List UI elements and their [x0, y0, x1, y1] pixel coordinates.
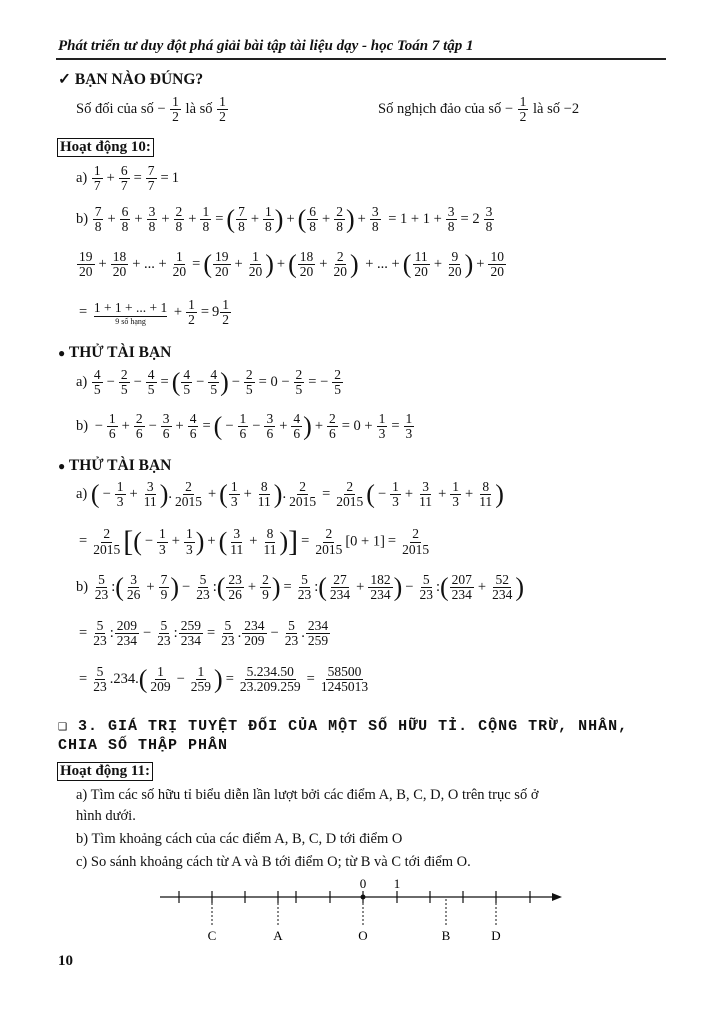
- hd10-b: b) $\frac{7}{8}$ + $\frac{6}{8}$ + $\frac{3}{8}$ + $\frac{2}{8}$ + $\frac{1}{8}$ = ( $\frac{7}{8}$ + $\frac{1}{8}$ ) + ( $\frac{6}{8}$ + $\frac{2}{8}$ ) + $\frac{3}{8}$ = 1 + 1 + $\frac{3}{8}$ = 2 $\frac{3}{8}$: [76, 204, 493, 235]
- hd11-item-a-line2: hình dưới.: [76, 808, 136, 824]
- hd11-item-c: c) So sánh khoảng cách từ A và B tới điểm O; từ B và C tới điểm O.: [76, 854, 471, 870]
- opposite-number-statement: [76, 95, 229, 124]
- lock-icon: ●: [58, 459, 66, 473]
- thu-tai-ban-heading-2: ● THỬ TÀI BẠN: [58, 457, 172, 474]
- ban-nao-dung-heading: [58, 70, 203, 89]
- point-o: O: [358, 928, 368, 943]
- thu-tai-1-a: a) $\frac{4}{5}$ − $\frac{2}{5}$ − $\frac{4}{5}$ = ( $\frac{4}{5}$ − $\frac{4}{5}$ ) − $\frac{2}{5}$ = 0 − $\frac{2}{5}$ = − $\frac{2}{5}$: [76, 367, 342, 398]
- hd11-item-b: b) Tìm khoảng cách của các điểm A, B, C, D tới điểm O: [76, 831, 403, 847]
- point-c: C: [207, 928, 217, 943]
- point-d: D: [491, 928, 501, 943]
- thu-tai-2-a: a) ( − $\frac{1}{3}$ + $\frac{3}{11}$ ). $\frac{2}{2015}$ + ( $\frac{1}{3}$ + $\frac{8}{11}$ ). $\frac{2}{2015}$ = $\frac{2}{2015}$ ( − $\frac{1}{3}$ + $\frac{3}{11}$ + $\frac{1}{3}$ + $\frac{8}{11}$ ): [76, 479, 504, 510]
- hd10-sum-twentieths: $\frac{19}{20}$ + $\frac{18}{20}$ + ... + $\frac{1}{20}$ = ( $\frac{19}{20}$ + $\frac{1}{20}$ ) + ( $\frac{18}{20}$ + $\frac{2}{20}$ ) + ... + ( $\frac{11}{20}$ + $\frac{9}{20}$ ) + $\frac{10}{20}$: [79, 249, 504, 280]
- check-icon: ✓: [58, 71, 71, 88]
- hd11-item-a-line1: a) Tìm các số hữu tỉ biểu diễn lần lượt bởi các điểm A, B, C, D, O trên trục số ở: [76, 787, 539, 803]
- checkbox-icon: ❑: [58, 718, 69, 735]
- thu-tai-2-a-step2: = $\frac{2}{2015}$ [( − $\frac{1}{3}$ + $\frac{1}{3}$ ) + ( $\frac{3}{11}$ + $\frac{8}{11}$ )] = $\frac{2}{2015}$ [0 + 1] = $\frac{2}{2015}$: [79, 525, 430, 558]
- thu-tai-2-b-step3: = $\frac{5}{23}$ .234.( $\frac{1}{209}$ − $\frac{1}{259}$ ) = $\frac{5.234.50}{23.209.259}$ = $\frac{58500}{1245013}$: [79, 664, 369, 695]
- fraction: $\frac{1}{2}$: [219, 94, 226, 125]
- point-a: A: [273, 928, 283, 943]
- reciprocal-statement: [378, 95, 579, 124]
- fraction: $\frac{1}{2}$: [172, 94, 179, 125]
- thu-tai-1-b: b) − $\frac{1}{6}$ + $\frac{2}{6}$ − $\frac{3}{6}$ + $\frac{4}{6}$ = ( − $\frac{1}{6}$ − $\frac{3}{6}$ + $\frac{4}{6}$ ) + $\frac{2}{6}$ = 0 + $\frac{1}{3}$ = $\frac{1}{3}$: [76, 411, 413, 442]
- running-header: Phát triển tư duy đột phá giải bài tập tài liệu dạy - học Toán 7 tập 1: [58, 38, 474, 54]
- lock-icon: ●: [58, 346, 66, 360]
- point-b: B: [441, 928, 451, 943]
- label-one: 1: [393, 876, 401, 891]
- section-3-title-line1: ❑ 3. GIÁ TRỊ TUYỆT ĐỐI CỦA MỘT SỐ HỮU TỈ. CỘNG TRỪ, NHÂN,: [58, 718, 629, 735]
- statement-text: là số: [185, 101, 213, 117]
- page-number: 10: [58, 953, 73, 969]
- axis-arrow: [552, 893, 562, 901]
- hd10-sum-result: = 1 + 1 + ... + 1 9 số hạng + $\frac{1}{2}$ = 9 $\frac{1}{2}$: [79, 297, 230, 328]
- label-zero: 0: [359, 876, 367, 891]
- origin-dot: [361, 895, 366, 900]
- statement-text: Số đối của số −: [76, 101, 166, 117]
- thu-tai-2-b-step2: = $\frac{5}{23}$ : $\frac{209}{234}$ − $\frac{5}{23}$ : $\frac{259}{234}$ = $\frac{5}{23}$ . $\frac{234}{209}$ − $\frac{5}{23}$ . $\frac{234}{259}$: [79, 618, 329, 649]
- number-line: [150, 875, 570, 950]
- thu-tai-2-b: b) $\frac{5}{23}$ :( $\frac{3}{26}$ + $\frac{7}{9}$ ) − $\frac{5}{23}$ :( $\frac{23}{26}$ + $\frac{2}{9}$ ) = $\frac{5}{23}$ :( $\frac{27}{234}$ + $\frac{182}{234}$ ) − $\frac{5}{23}$ :( $\frac{207}{234}$ + $\frac{52}{234}$ ): [76, 572, 525, 603]
- hoat-dong-10-title: Hoạt động 10:: [57, 138, 154, 157]
- section-3-title-line2: CHIA SỐ THẬP PHÂN: [58, 737, 229, 754]
- thu-tai-ban-heading: ● THỬ TÀI BẠN: [58, 344, 172, 361]
- hd10-a: a) $\frac{1}{7}$ + $\frac{6}{7}$ = $\frac{7}{7}$ = 1: [76, 163, 179, 194]
- ban-nao-dung-title: BẠN NÀO ĐÚNG?: [74, 71, 204, 88]
- header-rule: [56, 58, 666, 60]
- hoat-dong-11-title: Hoạt động 11:: [57, 762, 153, 781]
- statement-text: là số −2: [533, 101, 580, 117]
- fraction: $\frac{1}{2}$: [519, 94, 527, 125]
- statement-text: Số nghịch đảo của số −: [378, 101, 514, 117]
- underbrace: 1 + 1 + ... + 1 9 số hạng: [93, 299, 168, 326]
- drop-lines: [212, 899, 496, 925]
